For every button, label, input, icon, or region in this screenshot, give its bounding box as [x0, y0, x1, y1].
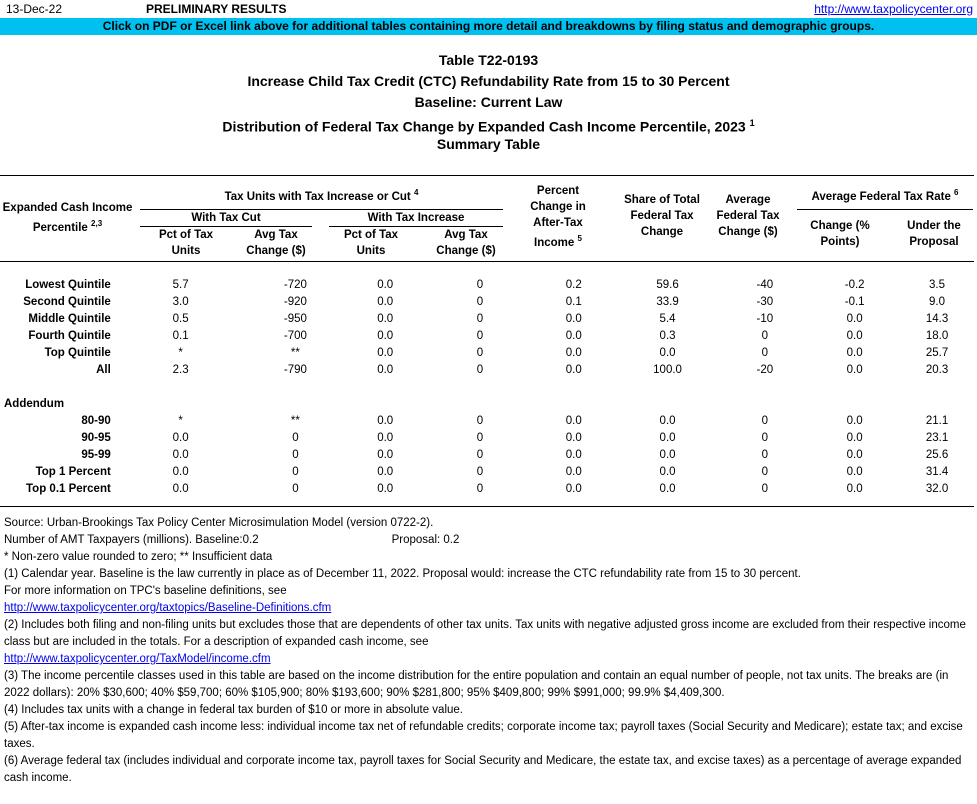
- table-cell: 25.7: [925, 347, 949, 359]
- table-row: [0, 277, 977, 294]
- col-rate-change: Change (% Points): [810, 220, 870, 248]
- table-cell: -790: [283, 364, 307, 376]
- table-cell: 0.0: [846, 466, 863, 478]
- table-cell: 0.0: [565, 415, 582, 427]
- table-cell: 25.6: [925, 449, 949, 461]
- footnote-3: (3) The income percentile classes used in this table are based on the income distribution for the entire population and contain an equal number of people, not tax units. The breaks are (in 2022 dollars): 20% $30,600; 40% $59,700; 60% $105,900; 80% $193,600; 90% $281,800; 95% $409,800; 99% $991,000; 99.9% $4,409,300.: [4, 670, 949, 699]
- table-cell: 5.7: [172, 279, 189, 291]
- table-cell: -10: [756, 313, 774, 325]
- table-cell: -0.1: [844, 296, 865, 308]
- col-inc-pct: Pct of Tax Units: [343, 229, 399, 257]
- footnote-4: (4) Includes tax units with a change in federal tax burden of $10 or more in absolute value.: [4, 704, 463, 716]
- table-cell: 0.0: [565, 483, 582, 495]
- table-cell: 0: [292, 466, 299, 478]
- title-line-3: Distribution of Federal Tax Change by Expanded Cash Income Percentile, 2023 $^1$: [222, 118, 755, 135]
- col-inc-avg: Avg Tax Change ($): [436, 229, 496, 257]
- status-label: PRELIMINARY RESULTS: [146, 2, 287, 16]
- col-pct-change: Percent Change in After-Tax Income $^5$: [530, 185, 586, 249]
- table-cell: -720: [283, 279, 307, 291]
- table-cell: 0.0: [565, 432, 582, 444]
- col-with-increase: With Tax Increase: [367, 212, 465, 224]
- col-cut-pct: Pct of Tax Units: [158, 229, 214, 257]
- table-cell: 0: [761, 449, 769, 461]
- table-cell: 0: [476, 432, 484, 444]
- footnote-source: Source: Urban-Brookings Tax Policy Center Microsimulation Model (version 0722-2).: [4, 517, 434, 529]
- table-cell: 32.0: [925, 483, 949, 495]
- table-cell: 0.0: [377, 364, 394, 376]
- table-cell: 0: [476, 483, 484, 495]
- table-cell: 0: [761, 415, 769, 427]
- row-label: 80-90: [81, 415, 111, 427]
- table-cell: **: [290, 415, 300, 427]
- table-cell: *: [178, 415, 183, 427]
- table-row: [0, 464, 977, 481]
- table-cell: 0.0: [377, 330, 394, 342]
- table-cell: *: [178, 347, 183, 359]
- table-cell: 31.4: [925, 466, 949, 478]
- table-row: [0, 447, 977, 464]
- row-label: Fourth Quintile: [28, 330, 111, 342]
- table-cell: 0: [476, 330, 484, 342]
- table-cell: 0.5: [172, 313, 189, 325]
- table-cell: 21.1: [925, 415, 949, 427]
- table-cell: 0.0: [659, 483, 676, 495]
- table-row: [0, 430, 977, 447]
- table-row: [0, 328, 977, 345]
- table-cell: 0.0: [172, 432, 189, 444]
- row-label: Top Quintile: [44, 347, 111, 359]
- title-block: [0, 50, 977, 155]
- table-row: [0, 345, 977, 362]
- table-cell: 0.0: [659, 415, 676, 427]
- table-cell: 0: [292, 432, 299, 444]
- table-cell: 0: [476, 449, 484, 461]
- table-cell: 0.0: [846, 415, 863, 427]
- title-line-2: Baseline: Current Law: [414, 94, 563, 110]
- table-cell: 0: [476, 347, 484, 359]
- table-row: [0, 481, 977, 498]
- table-cell: 0.0: [377, 466, 394, 478]
- row-label: Second Quintile: [23, 296, 111, 308]
- table-cell: 0.0: [846, 330, 863, 342]
- table-cell: 0.0: [659, 432, 676, 444]
- table-cell: 3.5: [929, 279, 946, 291]
- col-group-units: Tax Units with Tax Increase or Cut $^4$: [224, 188, 419, 203]
- table-cell: 0: [761, 330, 769, 342]
- table-cell: 23.1: [925, 432, 949, 444]
- table-cell: 0.0: [846, 364, 863, 376]
- table-cell: 0.0: [565, 330, 582, 342]
- table-cell: 20.3: [925, 364, 949, 376]
- table-cell: -700: [283, 330, 307, 342]
- table-cell: -950: [283, 313, 307, 325]
- table-row: [0, 294, 977, 311]
- title-line-4: Summary Table: [436, 136, 541, 152]
- table-cell: 100.0: [653, 364, 682, 376]
- table-cell: 0: [476, 296, 484, 308]
- table-cell: -40: [756, 279, 774, 291]
- table-cell: 59.6: [656, 279, 679, 291]
- table-cell: 0: [761, 347, 769, 359]
- table-cell: **: [290, 347, 300, 359]
- table-cell: 0.2: [565, 279, 582, 291]
- table-cell: 0.0: [846, 449, 863, 461]
- footnote-nonzero: * Non-zero value rounded to zero; ** Insufficient data: [4, 551, 273, 563]
- table-id: Table T22-0193: [438, 52, 539, 68]
- table-row: [0, 413, 977, 430]
- table-cell: 14.3: [925, 313, 949, 325]
- row-label: Middle Quintile: [28, 313, 111, 325]
- table-cell: 0.0: [377, 415, 394, 427]
- addendum-label: Addendum: [4, 398, 65, 410]
- footnote-1: (1) Calendar year. Baseline is the law currently in place as of December 11, 2022. Proposal would: increase the CTC refundability rate from 15 to 30 percent.: [4, 568, 801, 580]
- table-cell: 2.3: [172, 364, 189, 376]
- table-cell: 0.0: [565, 313, 582, 325]
- col-group-rate: Average Federal Tax Rate $^6$: [811, 188, 959, 203]
- table-cell: 18.0: [925, 330, 949, 342]
- table-cell: 0.0: [659, 347, 676, 359]
- table-bottom-rule: [0, 506, 974, 507]
- footnotes: [4, 515, 974, 787]
- footnote-amt: Number of AMT Taxpayers (millions). Baseline:0.2 Proposal: 0.2: [4, 534, 460, 546]
- table-cell: 0.0: [172, 449, 189, 461]
- table-cell: 0: [761, 483, 769, 495]
- table-cell: -0.2: [844, 279, 865, 291]
- table-cell: 5.4: [659, 313, 676, 325]
- row-label: Top 0.1 Percent: [26, 483, 111, 495]
- table-row: [0, 362, 977, 379]
- info-banner: Click on PDF or Excel link above for additional tables containing more detail and breakdowns by filing status and demographic groups.: [0, 18, 977, 35]
- row-label: Top 1 Percent: [35, 466, 111, 478]
- table-cell: 0: [476, 313, 484, 325]
- table-cell: 0.0: [377, 279, 394, 291]
- table-cell: 0.3: [659, 330, 676, 342]
- col-with-cut: With Tax Cut: [191, 212, 261, 224]
- table-cell: -30: [756, 296, 774, 308]
- footnote-6: (6) Average federal tax (includes individual and corporate income tax, payroll taxes for Social Security and Medicare, the estate tax, and excise taxes) as a percentage of average expanded cash income.: [4, 755, 962, 784]
- col-avg-federal-change: Average Federal Tax Change ($): [716, 194, 780, 238]
- footnote-2: (2) Includes both filing and non-filing units but excludes those that are dependents of other tax units. Tax units with negative adjusted gross income are excluded from their respective income class but are included in the totals. For a description of expanded cash income, see: [4, 619, 966, 648]
- table-cell: 33.9: [656, 296, 679, 308]
- table-cell: 0.0: [377, 432, 394, 444]
- table-cell: 0.0: [172, 483, 189, 495]
- title-line-1: Increase Child Tax Credit (CTC) Refundability Rate from 15 to 30 Percent: [247, 73, 730, 89]
- table-cell: 0.0: [846, 347, 863, 359]
- table-cell: 0.0: [565, 449, 582, 461]
- report-date: 13-Dec-22: [6, 2, 63, 16]
- row-label: Lowest Quintile: [25, 279, 111, 291]
- group-rule-rate: [797, 209, 973, 210]
- table-cell: 0.0: [377, 313, 394, 325]
- header-top-rule: [0, 175, 974, 176]
- table-cell: 3.0: [172, 296, 189, 308]
- table-row: [0, 311, 977, 328]
- col-share-total: Share of Total Federal Tax Change: [624, 194, 700, 238]
- col-row-label: Expanded Cash Income Percentile $^{2,3}$: [2, 202, 133, 234]
- col-cut-avg: Avg Tax Change ($): [246, 229, 306, 257]
- table-cell: 0: [476, 279, 484, 291]
- income-definition-link[interactable]: http://www.taxpolicycenter.org/TaxModel/income.cfm: [4, 653, 271, 665]
- table-cell: 0.0: [846, 313, 863, 325]
- top-bar: [0, 0, 977, 18]
- table-cell: 0.0: [659, 449, 676, 461]
- table-cell: 0.0: [172, 466, 189, 478]
- table-cell: 0: [761, 466, 769, 478]
- distribution-table: [0, 277, 977, 498]
- table-cell: 9.0: [929, 296, 946, 308]
- col-rate-under: Under the Proposal: [907, 220, 961, 248]
- table-cell: 0.1: [172, 330, 189, 342]
- table-cell: 0: [761, 432, 769, 444]
- baseline-definitions-link[interactable]: http://www.taxpolicycenter.org/taxtopics/Baseline-Definitions.cfm: [4, 602, 332, 614]
- table-cell: 0.0: [659, 466, 676, 478]
- table-cell: 0.0: [377, 483, 394, 495]
- table-cell: 0.0: [377, 296, 394, 308]
- row-label: 95-99: [81, 449, 111, 461]
- footnote-5: (5) After-tax income is expanded cash income less: individual income tax net of refundable credits; corporate income tax; payroll taxes (Social Security and Medicare); estate tax; and excise taxes.: [4, 721, 963, 750]
- table-cell: 0.0: [565, 466, 582, 478]
- row-label: 90-95: [81, 432, 111, 444]
- table-cell: 0.0: [377, 347, 394, 359]
- table-cell: -20: [756, 364, 774, 376]
- table-cell: 0.0: [846, 432, 863, 444]
- table-cell: 0.0: [377, 449, 394, 461]
- table-cell: 0.0: [565, 347, 582, 359]
- table-cell: 0: [476, 364, 484, 376]
- footnote-1b: For more information on TPC's baseline definitions, see: [4, 585, 287, 597]
- table-cell: 0.1: [565, 296, 582, 308]
- table-cell: 0: [476, 466, 484, 478]
- table-cell: 0: [476, 415, 484, 427]
- header-bottom-rule: [0, 261, 974, 262]
- table-cell: 0.0: [565, 364, 582, 376]
- table-cell: -920: [283, 296, 307, 308]
- tpc-link[interactable]: http://www.taxpolicycenter.org: [814, 2, 973, 16]
- table-cell: 0: [292, 449, 299, 461]
- row-label: All: [96, 364, 111, 376]
- table-cell: 0.0: [846, 483, 863, 495]
- table-cell: 0: [292, 483, 299, 495]
